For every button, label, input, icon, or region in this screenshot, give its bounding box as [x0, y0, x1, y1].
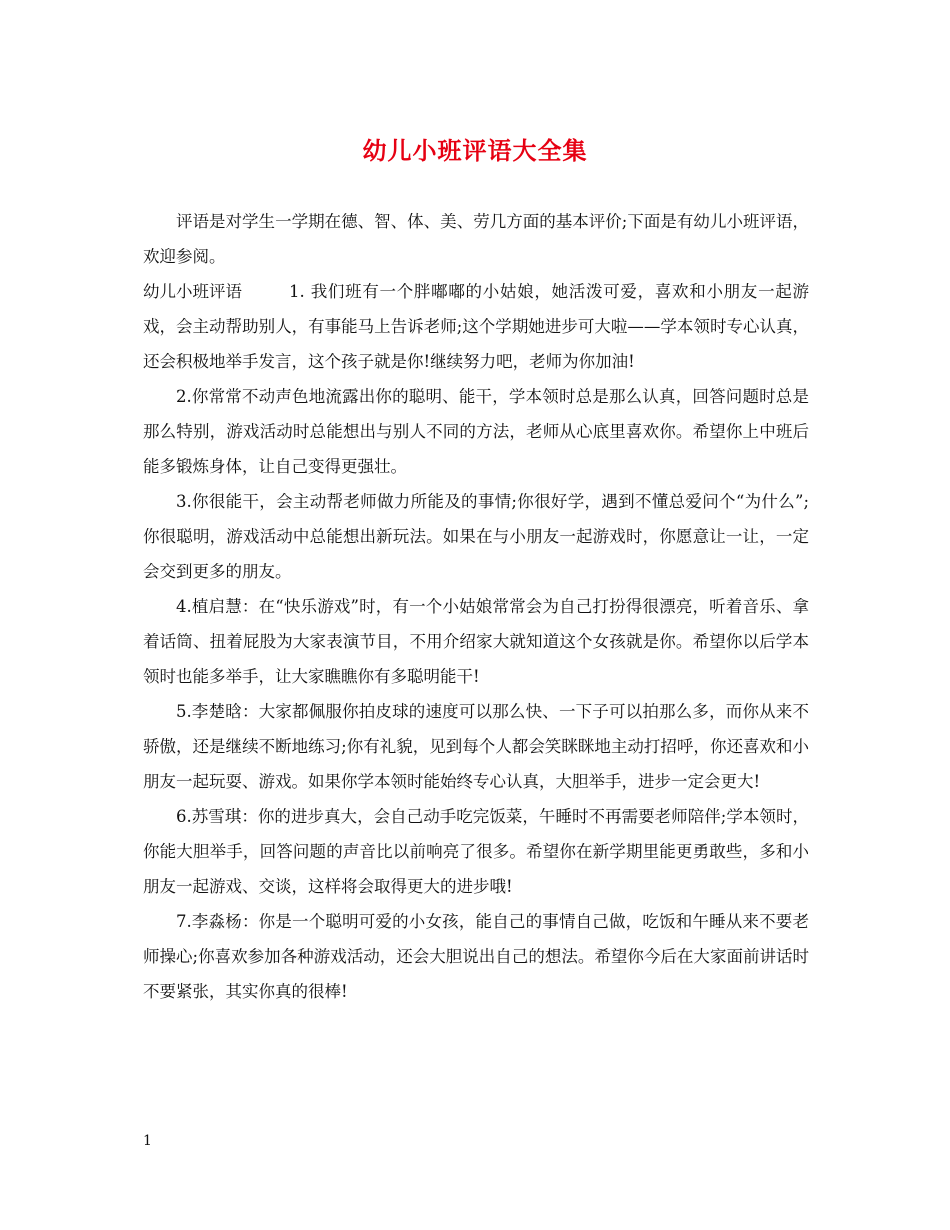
comment-paragraph: 6.苏雪琪：你的进步真大，会自己动手吃完饭菜，午睡时不再需要老师陪伴;学本领时，你能大胆举手，回答问题的声音比以前响亮了很多。希望你在新学期里能更勇敢些，多和小朋友一起游戏、交谈，这样将会取得更大的进步哦!	[143, 807, 809, 896]
comment-paragraph: 3.你很能干，会主动帮老师做力所能及的事情;你很好学，遇到不懂总爱问个“为什么”;你很聪明，游戏活动中总能想出新玩法。如果在与小朋友一起游戏时，你愿意让一让，一定会交到更多的朋友。	[143, 492, 809, 581]
first-comment-paragraph	[143, 274, 809, 379]
comment-paragraph: 4.植启慧：在“快乐游戏”时，有一个小姑娘常常会为自己打扮得很漂亮，听着音乐、拿着话筒、扭着屁股为大家表演节目，不用介绍家大就知道这个女孩就是你。希望你以后学本领时也能多举手，让大家瞧瞧你有多聪明能干!	[143, 597, 809, 686]
comment-text: 1. 我们班有一个胖嘟嘟的小姑娘，她活泼可爱，喜欢和小朋友一起游戏，会主动帮助别人，有事能马上告诉老师;这个学期她进步可大啦——学本领时专心认真，还会积极地举手发言，这个孩子就是你!继续努力吧，老师为你加油!	[143, 282, 809, 371]
document-title: 幼儿小班评语大全集	[362, 136, 588, 165]
page-number: 1	[143, 1133, 152, 1149]
comment-paragraph: 2.你常常不动声色地流露出你的聪明、能干，学本领时总是那么认真，回答问题时总是那么特别，游戏活动时总能想出与别人不同的方法，老师从心底里喜欢你。希望你上中班后能多锻炼身体，让自己变得更强壮。	[143, 387, 809, 476]
comment-paragraph: 5.李楚晗：大家都佩服你拍皮球的速度可以那么快、一下子可以拍那么多，而你从来不骄傲，还是继续不断地练习;你有礼貌，见到每个人都会笑眯眯地主动打招呼，你还喜欢和小朋友一起玩耍、游戏。如果你学本领时能始终专心认真，大胆举手，进步一定会更大!	[143, 702, 809, 791]
comment-paragraph: 7.李淼杨：你是一个聪明可爱的小女孩，能自己的事情自己做，吃饭和午睡从来不要老师操心;你喜欢参加各种游戏活动，还会大胆说出自己的想法。希望你今后在大家面前讲话时不要紧张，其实你真的很棒!	[143, 912, 809, 1001]
intro-paragraph: 评语是对学生一学期在德、智、体、美、劳几方面的基本评价;下面是有幼儿小班评语，欢迎参阅。	[143, 212, 809, 266]
section-label: 幼儿小班评语	[143, 282, 242, 301]
document-body	[143, 204, 809, 1009]
